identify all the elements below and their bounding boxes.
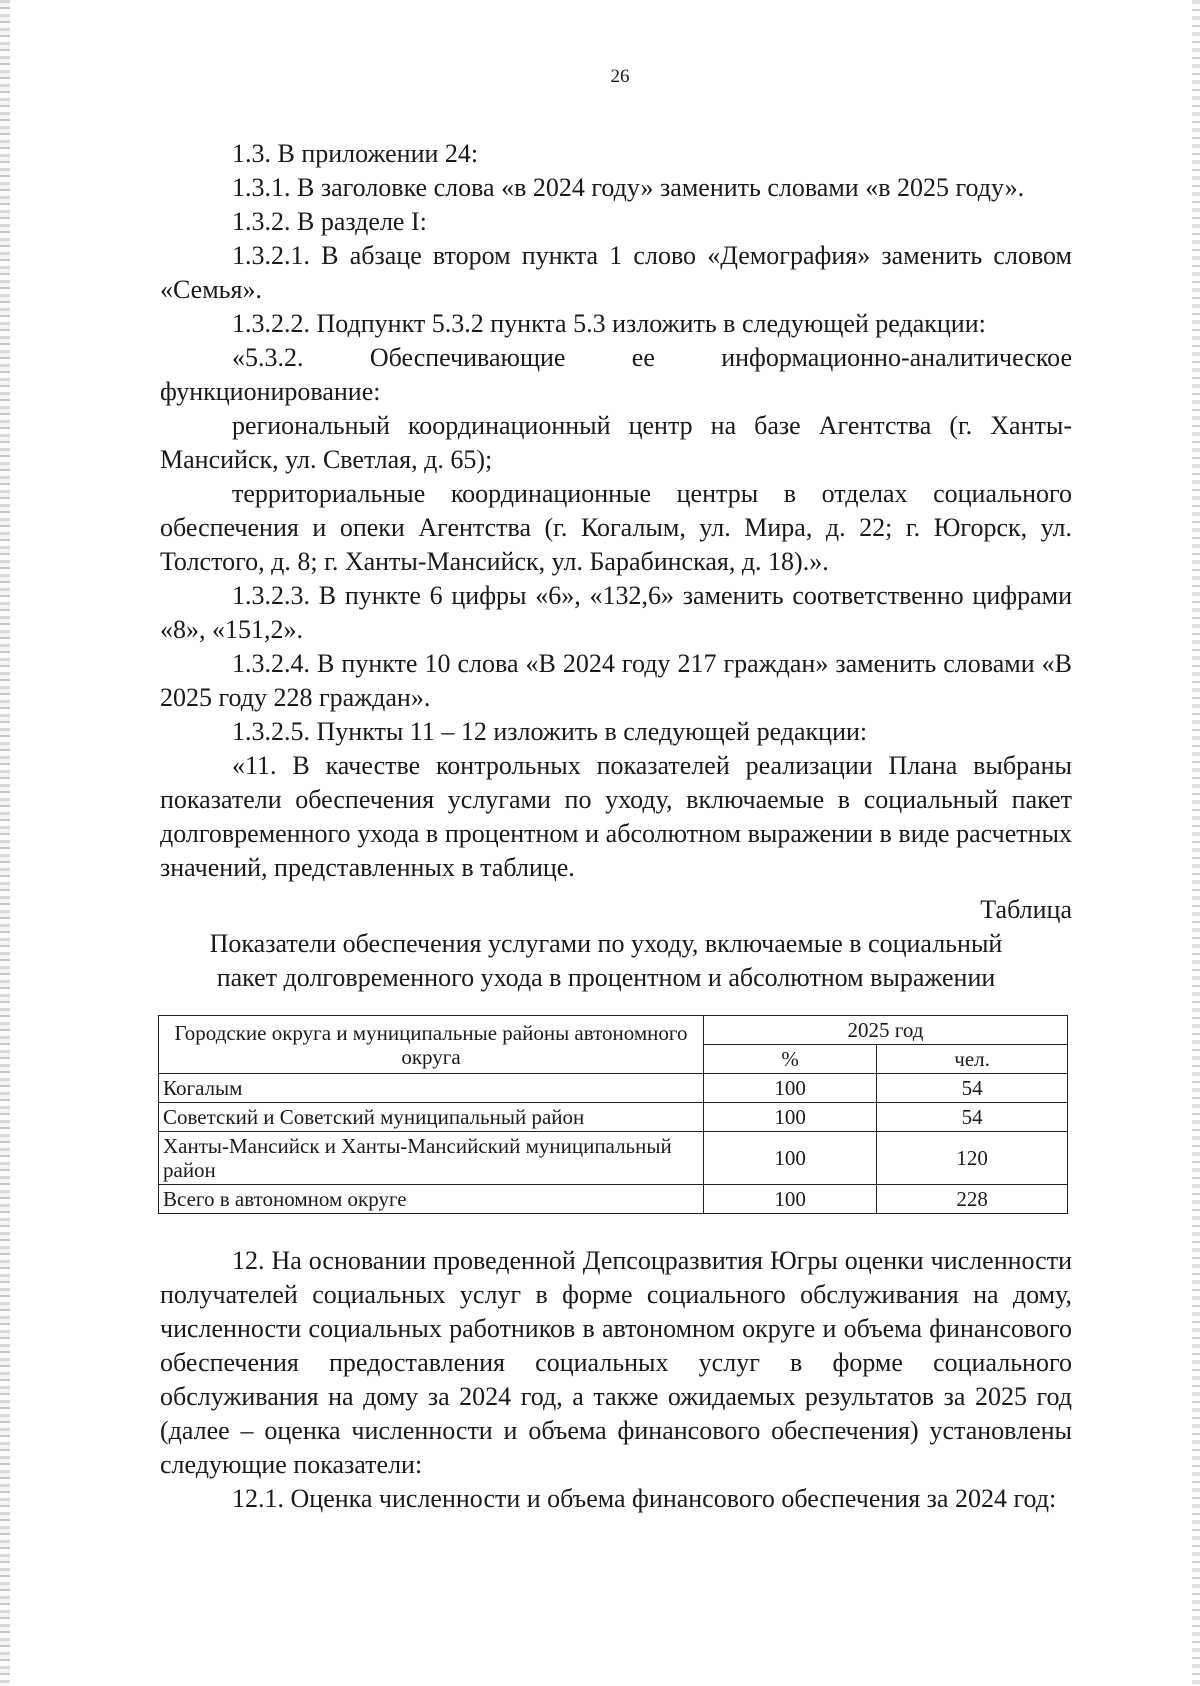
paragraph-1-3-2-5: 1.3.2.5. Пункты 11 – 12 изложить в следующей редакции: xyxy=(232,717,868,746)
paragraph-regional-center: региональный координационный центр на базе Агентства (г. Ханты-Мансийск, ул. Светлая, д. 65); xyxy=(160,411,1072,474)
paragraph-1-3-2-3: 1.3.2.3. В пункте 6 цифры «6», «132,6» заменить соответственно цифрами «8», «151,2». xyxy=(160,581,1072,644)
row-percent: 100 xyxy=(704,1074,877,1103)
paragraph-11: «11. В качестве контрольных показателей реализации Плана выбраны показатели обеспечения услугами по уходу, включаемые в социальный пакет долговременного ухода в процентном и абсолютном выражении в виде расчетных значений, представленных в таблице. xyxy=(160,751,1072,882)
table-title-line-2: пакет долговременного ухода в процентном и абсолютном выражении xyxy=(216,963,996,992)
row-percent: 100 xyxy=(704,1103,877,1132)
row-percent: 100 xyxy=(704,1132,877,1185)
row-people: 228 xyxy=(877,1185,1068,1214)
row-name: Когалым xyxy=(159,1074,704,1103)
paragraph-12-1: 12.1. Оценка численности и объема финансового обеспечения за 2024 год: xyxy=(232,1484,1057,1513)
table-caption-label: Таблица xyxy=(980,895,1072,924)
header-people: чел. xyxy=(877,1045,1068,1074)
paragraph-5-3-2: «5.3.2. Обеспечивающие ее информационно-аналитическое функционирование: xyxy=(160,343,1072,406)
table-row xyxy=(159,1074,1068,1103)
indicators-table xyxy=(158,1015,1068,1214)
row-people: 54 xyxy=(877,1074,1068,1103)
header-percent: % xyxy=(704,1045,877,1074)
scan-edge-right xyxy=(1192,0,1200,1686)
row-name: Ханты-Мансийск и Ханты-Мансийский муниципальный район xyxy=(159,1132,704,1185)
paragraph-1-3-2-2: 1.3.2.2. Подпункт 5.3.2 пункта 5.3 изложить в следующей редакции: xyxy=(232,309,986,338)
table-header-row xyxy=(159,1016,1068,1045)
page-number: 26 xyxy=(610,66,630,87)
paragraph-territorial-centers: территориальные координационные центры в отделах социального обеспечения и опеки Агентства (г. Когалым, ул. Мира, д. 22; г. Югорск, ул. Толстого, д. 8; г. Ханты-Мансийск, ул. Барабинская, д. 18).». xyxy=(160,479,1072,576)
header-territory: Городские округа и муниципальные районы автономного округа xyxy=(159,1016,704,1074)
paragraph-12: 12. На основании проведенной Депсоцразвития Югры оценки численности получателей социальных услуг в форме социального обслуживания на дому, численности социальных работников в автономном округе и объема финансового обеспечения предоставления социальных услуг в форме социального обслуживания на дому за 2024 год, а также ожидаемых результатов за 2025 год (далее – оценка численности и объема финансового обеспечения) установлены следующие показатели: xyxy=(160,1246,1072,1479)
paragraph-1-3-2: 1.3.2. В разделе I: xyxy=(232,207,427,236)
paragraph-1-3-2-4: 1.3.2.4. В пункте 10 слова «В 2024 году 217 граждан» заменить словами «В 2025 году 228 граждан». xyxy=(160,649,1072,712)
paragraph-1-3-2-1: 1.3.2.1. В абзаце втором пункта 1 слово «Демография» заменить словом «Семья». xyxy=(160,241,1072,304)
scan-edge-left xyxy=(0,0,10,1686)
row-name: Всего в автономном округе xyxy=(159,1185,704,1214)
row-name: Советский и Советский муниципальный район xyxy=(159,1103,704,1132)
table-row xyxy=(159,1132,1068,1185)
row-people: 120 xyxy=(877,1132,1068,1185)
table-row-total xyxy=(159,1185,1068,1214)
row-people: 54 xyxy=(877,1103,1068,1132)
table-title-line-1: Показатели обеспечения услугами по уходу, включаемые в социальный xyxy=(209,929,1003,958)
paragraph-1-3-1: 1.3.1. В заголовке слова «в 2024 году» заменить словами «в 2025 году». xyxy=(232,173,1025,202)
table-row xyxy=(159,1103,1068,1132)
document-body xyxy=(160,137,1072,1516)
paragraph-1-3: 1.3. В приложении 24: xyxy=(232,139,479,168)
header-year: 2025 год xyxy=(704,1016,1068,1045)
row-percent: 100 xyxy=(704,1185,877,1214)
